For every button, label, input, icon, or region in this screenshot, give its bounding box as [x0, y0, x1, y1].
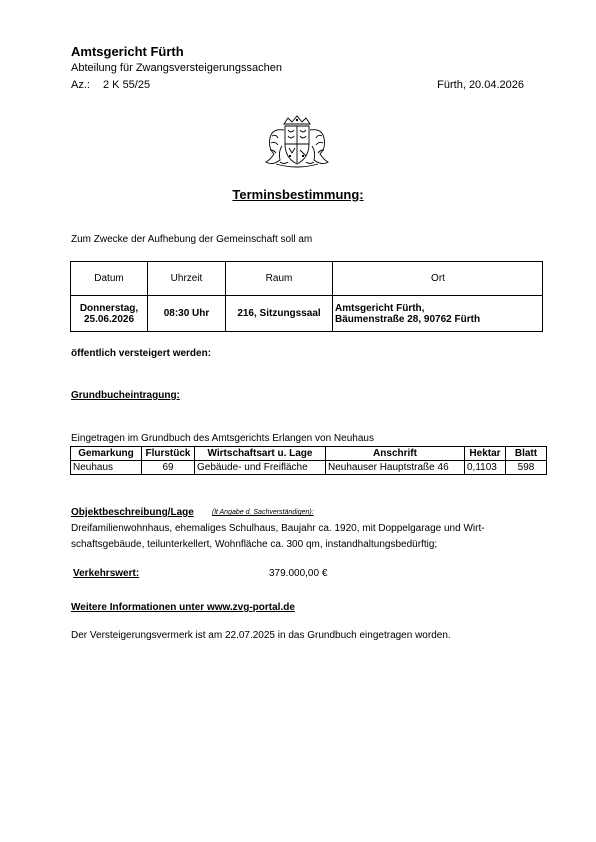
object-description-title: Objektbeschreibung/Lage: [71, 507, 194, 518]
header-hektar: Hektar: [465, 447, 506, 461]
header-gemarkung: Gemarkung: [71, 447, 142, 461]
header-wirtschaftsart: Wirtschaftsart u. Lage: [195, 447, 326, 461]
land-register-intro: Eingetragen im Grundbuch des Amtsgerichts Erlangen von Neuhaus: [71, 433, 374, 444]
table-row: [71, 296, 543, 332]
appointment-weekday: Donnerstag,: [79, 302, 139, 314]
case-number-label: Az.:: [71, 79, 90, 91]
cell-gemarkung: Neuhaus: [71, 461, 142, 475]
cell-wirtschaftsart: Gebäude- und Freifläche: [195, 461, 326, 475]
appointment-date: [71, 296, 148, 332]
intro-text: Zum Zwecke der Aufhebung der Gemeinschaft soll am: [71, 234, 313, 245]
appointment-place: [333, 296, 543, 332]
market-value-label: Verkehrswert:: [73, 568, 140, 579]
document-title: Terminsbestimmung:: [232, 187, 364, 202]
header-anschrift: Anschrift: [326, 447, 465, 461]
appointment-day: 25.06.2026: [83, 313, 135, 325]
department-name: Abteilung für Zwangsversteigerungssachen: [71, 62, 282, 74]
more-info-link[interactable]: Weitere Informationen unter www.zvg-portal.de: [71, 602, 295, 613]
appointment-time: 08:30 Uhr: [148, 296, 226, 332]
auction-statement: öffentlich versteigert werden:: [71, 348, 212, 359]
header-room: Raum: [226, 262, 333, 296]
place-name: Amtsgericht Fürth,: [335, 302, 425, 314]
header-time: Uhrzeit: [148, 262, 226, 296]
object-description-line: schaftsgebäude, teilunterkellert, Wohnfläche ca. 300 qm, instandhaltungsbedürftig;: [71, 539, 438, 550]
table-header-row: [71, 262, 543, 296]
header-place: Ort: [333, 262, 543, 296]
appointment-room: 216, Sitzungssaal: [226, 296, 333, 332]
cell-anschrift: Neuhauser Hauptstraße 46: [326, 461, 465, 475]
header-blatt: Blatt: [506, 447, 547, 461]
market-value: 379.000,00 €: [269, 568, 328, 579]
cell-blatt: 598: [506, 461, 547, 475]
land-register-table: [70, 446, 547, 475]
cell-flurstueck: 69: [142, 461, 195, 475]
object-description-line: Dreifamilienwohnhaus, ehemaliges Schulhaus, Baujahr ca. 1920, mit Doppelgarage und Wirt-: [71, 523, 485, 534]
header-flurstueck: Flurstück: [142, 447, 195, 461]
coat-of-arms-icon: [262, 112, 332, 172]
case-number: 2 K 55/25: [103, 79, 151, 91]
registration-note: Der Versteigerungsvermerk ist am 22.07.2025 in das Grundbuch eingetragen worden.: [71, 630, 451, 641]
land-register-title: Grundbucheintragung:: [71, 390, 180, 401]
header-date: Datum: [71, 262, 148, 296]
appointment-table: [70, 261, 543, 332]
table-header-row: [71, 447, 547, 461]
cell-hektar: 0,1103: [465, 461, 506, 475]
place-date: Fürth, 20.04.2026: [437, 79, 524, 91]
object-description-note: (lt Angabe d. Sachverständigen):: [212, 509, 314, 516]
object-description: [71, 521, 531, 553]
court-name: Amtsgericht Fürth: [71, 44, 184, 59]
place-address: Bäumenstraße 28, 90762 Fürth: [335, 313, 481, 325]
table-row: [71, 461, 547, 475]
